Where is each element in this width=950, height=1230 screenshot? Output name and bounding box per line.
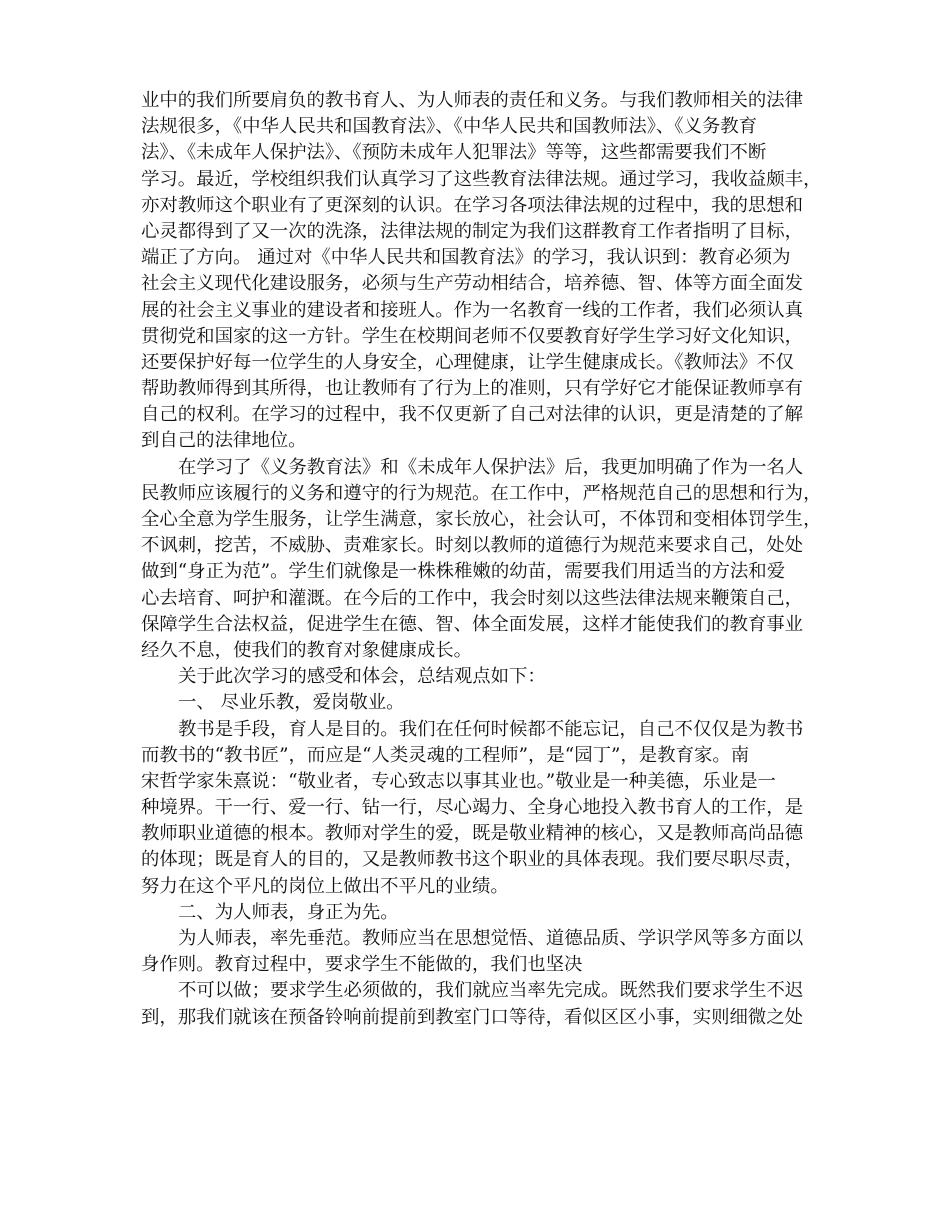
section-heading-1: 一、 尽业乐教，爱岗敬业。 bbox=[178, 692, 405, 714]
text-line: 业中的我们所要肩负的教书育人、为人师表的责任和义务。与我们教师相关的法律 bbox=[141, 90, 804, 111]
text-line: 做到“身正为范”。学生们就像是一株株稚嫩的幼苗，需要我们用适当的方法和爱 bbox=[141, 561, 786, 583]
paragraph-start-line: 为人师表，率先垂范。教师应当在思想觉悟、道德品质、学识学风等多方面以 bbox=[178, 928, 804, 949]
text-line: 民教师应该履行的义务和遵守的行为规范。在工作中，严格规范自己的思想和行为， bbox=[141, 482, 822, 504]
text-line: 贯彻党和国家的这一方针。学生在校期间老师不仅要教育好学生学习好文化知识， bbox=[141, 325, 804, 347]
text-line: 心灵都得到了又一次的洗涤，法律法规的制定为我们这群教育工作者指明了目标， bbox=[141, 220, 804, 242]
text-line: 还要保护好每一位学生的人身安全，心理健康，让学生健康成长。《教师法》不仅 bbox=[141, 351, 794, 373]
paragraph-start-line: 教书是手段，育人是目的。我们在任何时候都不能忘记，自己不仅仅是为教书 bbox=[178, 718, 804, 740]
text-line: 心去培育、呵护和灌溉。在今后的工作中，我会时刻以这些法律法规来鞭策自己， bbox=[141, 587, 804, 609]
text-line: 到，那我们就该在预备铃响前提前到教室门口等待，看似区区小事，实则细微之处 bbox=[141, 1006, 804, 1028]
text-line: 学习。最近，学校组织我们认真学习了这些教育法律法规。通过学习，我收益颇丰， bbox=[141, 168, 822, 190]
text-line: 法》、《未成年人保护法》、《预防未成年人犯罪法》等等，这些都需要我们不断 bbox=[141, 142, 767, 164]
text-line: 不讽刺，挖苦，不威胁、责难家长。时刻以教师的道德行为规范来要求自己，处处 bbox=[141, 535, 804, 557]
text-line: 的体现；既是育人的目的，又是教师教书这个职业的具体表现。我们要尽职尽责， bbox=[141, 849, 804, 871]
text-line: 法规很多，《中华人民共和国教育法》、《中华人民共和国教师法》、《义务教育 bbox=[141, 116, 758, 138]
paragraph-start-line: 关于此次学习的感受和体会，总结观点如下： bbox=[178, 666, 546, 688]
section-heading-2: 二、为人师表，身正为先。 bbox=[178, 901, 399, 923]
text-line: 努力在这个平凡的岗位上做出不平凡的业绩。 bbox=[141, 875, 509, 897]
text-line: 经久不息，使我们的教育对象健康成长。 bbox=[141, 639, 473, 661]
text-line: 种境界。干一行、爱一行、钻一行，尽心竭力、全身心地投入教书育人的工作，是 bbox=[141, 797, 804, 819]
text-line: 帮助教师得到其所得，也让教师有了行为上的准则，只有学好它才能保证教师享有 bbox=[141, 378, 804, 400]
text-line: 保障学生合法权益，促进学生在德、智、体全面发展，这样才能使我们的教育事业 bbox=[141, 613, 804, 635]
text-line: 展的社会主义事业的建设者和接班人。作为一名教育一线的工作者，我们必须认真 bbox=[141, 299, 804, 321]
text-line: 自己的权利。在学习的过程中，我不仅更新了自己对法律的认识，更是清楚的了解 bbox=[141, 404, 804, 426]
text-line: 而教书的“教书匠”，而应是“人类灵魂的工程师”，是“园丁”，是教育家。南 bbox=[141, 744, 750, 766]
text-line: 到自己的法律地位。 bbox=[141, 430, 307, 452]
document-page bbox=[141, 88, 822, 1031]
text-line: 宋哲学家朱熹说：“敬业者，专心致志以事其业也。”敬业是一种美德，乐业是一 bbox=[141, 770, 776, 792]
text-line: 全心全意为学生服务，让学生满意，家长放心，社会认可，不体罚和变相体罚学生， bbox=[141, 509, 822, 530]
text-line: 教师职业道德的根本。教师对学生的爱，既是敬业精神的核心，又是教师高尚品德 bbox=[141, 823, 804, 845]
text-line: 社会主义现代化建设服务，必须与生产劳动相结合，培养德、智、体等方面全面发 bbox=[141, 273, 804, 295]
text-line: 亦对教师这个职业有了更深刻的认识。在学习各项法律法规的过程中，我的思想和 bbox=[141, 194, 804, 216]
paragraph-start-line: 不可以做；要求学生必须做的，我们就应当率先完成。既然我们要求学生不迟 bbox=[178, 980, 804, 1002]
paragraph-start-line: 在学习了《义务教育法》和《未成年人保护法》后，我更加明确了作为一名人 bbox=[178, 456, 804, 478]
text-line: 端正了方向。 通过对《中华人民共和国教育法》的学习，我认识到：教育必须为 bbox=[141, 247, 791, 269]
text-line: 身作则。教育过程中，要求学生不能做的，我们也坚决 bbox=[141, 954, 583, 976]
